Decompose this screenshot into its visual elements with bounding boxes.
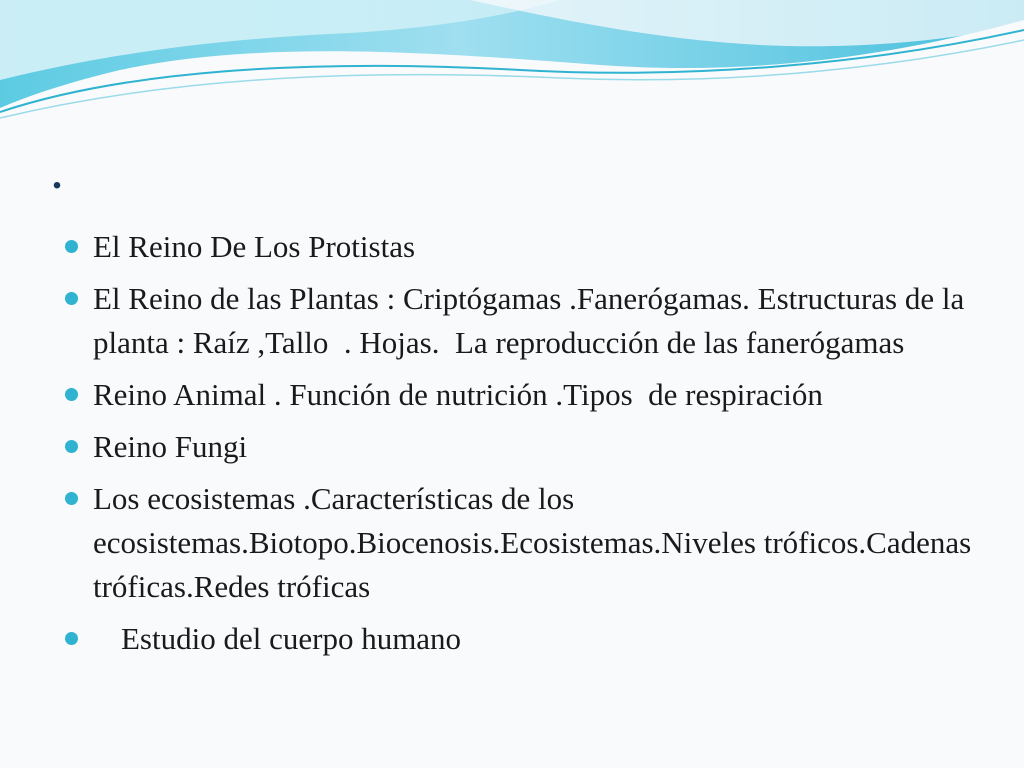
list-item [0, 225, 1000, 269]
list-item [0, 277, 1000, 365]
bullet-list [0, 225, 1000, 669]
list-item-text: Los ecosistemas .Características de los ecosistemas.Biotopo.Biocenosis.Ecosistemas.Niveles tróficos.Cadenas tróficas.Redes tróficas [93, 481, 979, 604]
bullet-dot-icon [65, 492, 78, 505]
bullet-dot-icon [65, 292, 78, 305]
list-item-text: El Reino de las Plantas : Criptógamas .Fanerógamas. Estructuras de la planta : Raíz ,Tallo . Hojas. La reproducción de las fanerógamas [93, 281, 972, 360]
bullet-dot-icon [65, 632, 78, 645]
list-item [0, 425, 1000, 469]
header-wave-decoration [0, 0, 1024, 130]
list-item-text: Reino Animal . Función de nutrición .Tipos de respiración [93, 377, 823, 412]
bullet-dot-icon [65, 388, 78, 401]
list-item-text: Estudio del cuerpo humano [121, 621, 462, 656]
bullet-dot-icon [65, 440, 78, 453]
list-item-text: Reino Fungi [93, 429, 248, 464]
list-item [0, 617, 1000, 661]
list-item [0, 373, 1000, 417]
slide-title: . [52, 152, 62, 197]
bullet-dot-icon [65, 240, 78, 253]
list-item [0, 477, 1000, 609]
list-item-text: El Reino De Los Protistas [93, 229, 416, 264]
